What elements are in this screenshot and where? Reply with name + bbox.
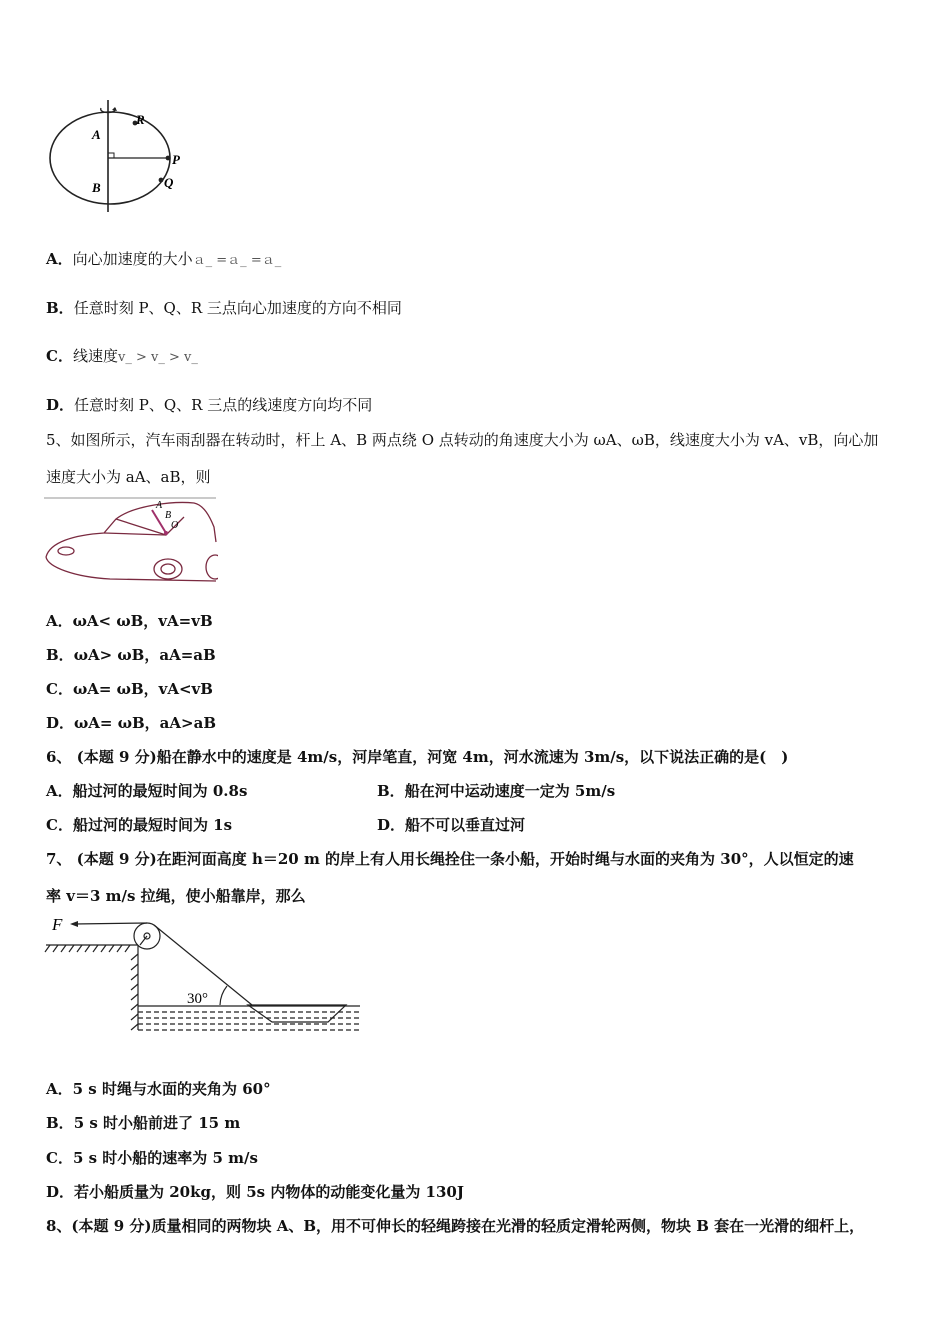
label-q: Q [164, 175, 174, 190]
option-letter: C． [46, 347, 73, 365]
q7-option-c [46, 1148, 258, 1168]
label-a: A [156, 500, 163, 511]
option-text: 线速度 [72, 347, 118, 365]
option-text: 向心加速度的大小 [72, 250, 193, 268]
rear-wheel [206, 555, 218, 579]
option-letter: D． [46, 396, 75, 414]
point-q [159, 178, 164, 183]
option-formula: ａ_ =ａ_ =ａ_ [192, 253, 282, 268]
label-p: P [172, 152, 180, 167]
q7-stem-line2: 率 v＝3 m/s 拉绳，使小船靠岸，那么 [46, 887, 306, 905]
q5-car-figure [44, 497, 218, 583]
option-letter: A． [46, 1080, 73, 1098]
option-letter: B． [46, 299, 74, 317]
option-letter: A． [46, 782, 73, 800]
option-text: 船过河的最短时间为 1s [72, 816, 233, 834]
label-a: A [92, 127, 101, 142]
point-o [164, 531, 168, 535]
q5-option-d [46, 713, 216, 733]
q4-disc-figure [46, 96, 196, 214]
option-text: ωA= ωB，aA>aB [74, 714, 217, 732]
option-letter: D． [377, 816, 406, 834]
option-text: 船在河中运动速度一定为 5m/s [404, 782, 616, 800]
q8-stem-line1: 8、(本题 9 分)质量相同的两物块 A、B，用不可伸长的轻绳跨接在光滑的轻质定滑轮两侧，物块 B 套在一光滑的细杆上， [46, 1217, 865, 1235]
option-text: 5 s 时小船的速率为 5 m/s [72, 1149, 258, 1167]
label-o: O [171, 520, 179, 531]
right-angle-mark [108, 153, 114, 158]
option-letter: A． [46, 250, 73, 268]
label-b: B [165, 510, 172, 521]
q6-option-d [377, 815, 525, 835]
q5-option-a [46, 611, 213, 631]
option-letter: D． [46, 714, 75, 732]
option-text: 任意时刻 P、Q、R 三点的线速度方向均不同 [74, 396, 373, 414]
wall-hatching [131, 954, 138, 1030]
q6-option-a [46, 781, 247, 801]
q5-stem-line2: 速度大小为 aA、aB，则 [46, 468, 211, 486]
option-text: 任意时刻 P、Q、R 三点向心加速度的方向不相同 [73, 299, 402, 317]
q7-option-a [46, 1079, 271, 1099]
boat-hull [248, 1005, 346, 1022]
q4-option-b [46, 298, 402, 318]
point-p [166, 156, 171, 161]
front-wheel [154, 559, 182, 579]
option-letter: C． [46, 816, 73, 834]
option-text: ωA= ωB，vA<vB [72, 680, 213, 698]
force-arrow-icon [70, 921, 78, 927]
option-letter: C． [46, 680, 73, 698]
q6-option-c [46, 815, 232, 835]
option-letter: B． [46, 646, 74, 664]
q5-option-c [46, 679, 213, 699]
q6-option-b [377, 781, 615, 801]
pulley-support [140, 936, 147, 945]
q7-option-b [46, 1113, 240, 1133]
q5-stem-line1: 5、如图所示，汽车雨刮器在转动时，杆上 A、B 两点绕 O 点转动的角速度大小为 ωA、ωB，线速度大小为 vA、vB，向心加 [46, 431, 879, 449]
q4-option-a [46, 249, 281, 271]
q7-boat-figure [44, 912, 362, 1040]
option-letter: B． [377, 782, 405, 800]
label-b: B [92, 180, 101, 195]
q7-option-d [46, 1182, 464, 1202]
hood-line [104, 533, 166, 535]
angle-label: 30° [187, 991, 208, 1007]
car-body [46, 503, 216, 557]
bank-hatching [45, 945, 130, 952]
q6-stem: 6、 (本题 9 分)船在静水中的速度是 4m/s，河岸笔直，河宽 4m，河水流速为 3m/s，以下说法正确的是( ) [46, 748, 789, 766]
label-r: R [136, 112, 145, 127]
angle-arc [220, 986, 227, 1005]
wiper-rod [152, 510, 166, 533]
option-text: 船不可以垂直过河 [405, 816, 526, 834]
option-text: 若小船质量为 20kg，则 5s 内物体的动能变化量为 130J [74, 1183, 464, 1201]
q5-option-b [46, 645, 216, 665]
option-letter: A． [46, 612, 73, 630]
headlight [58, 547, 74, 555]
option-letter: B． [46, 1114, 74, 1132]
q4-option-c [46, 346, 198, 368]
option-letter: C． [46, 1149, 73, 1167]
option-text: 5 s 时绳与水面的夹角为 60° [72, 1080, 271, 1098]
force-label: F [52, 915, 63, 934]
option-text: 船过河的最短时间为 0.8s [72, 782, 248, 800]
q4-option-d [46, 395, 372, 415]
q7-stem-line1: 7、 (本题 9 分)在距河面高度 h＝20 m 的岸上有人用长绳拴住一条小船，开始时绳与水面的夹角为 30°，人以恒定的速 [46, 850, 854, 868]
option-formula: v_ > v_ > v_ [117, 350, 198, 365]
rope-to-person [74, 923, 147, 924]
option-text: 5 s 时小船前进了 15 m [73, 1114, 241, 1132]
water-dashes [138, 1012, 360, 1030]
option-text: ωA< ωB，vA=vB [72, 612, 213, 630]
option-text: ωA> ωB，aA=aB [73, 646, 216, 664]
option-letter: D． [46, 1183, 75, 1201]
